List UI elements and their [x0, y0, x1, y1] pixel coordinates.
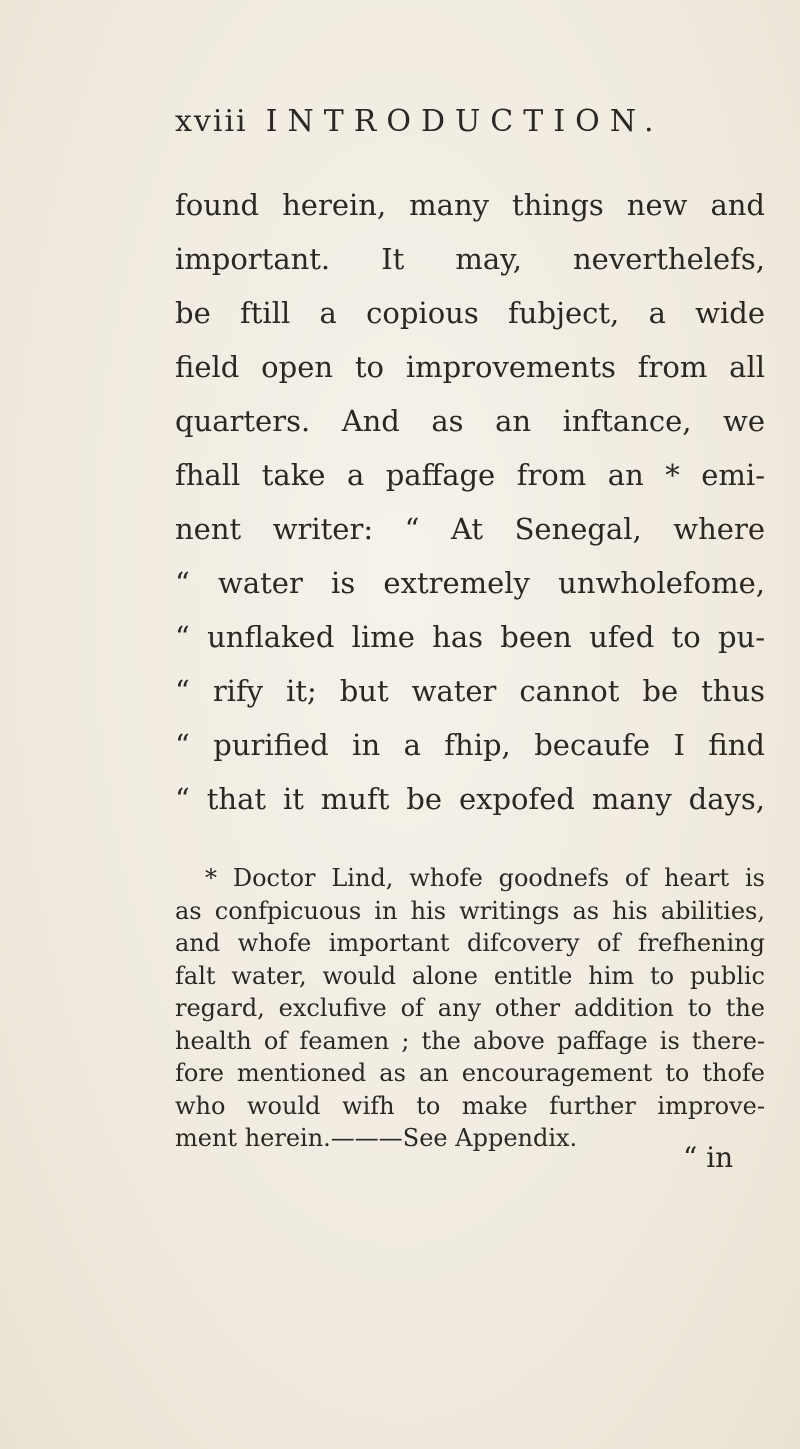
text-line: “ purified in a fhip, becaufe I find [175, 728, 765, 762]
footnote [175, 862, 765, 1155]
running-head [175, 100, 775, 144]
footnote-line: falt water, would alone entitle him to public [175, 961, 765, 990]
footnote-line: who would wifh to make further improve- [175, 1091, 765, 1120]
text-line: “ unflaked lime has been ufed to pu- [175, 620, 765, 654]
catchword: “ in [683, 1141, 734, 1174]
footnote-line: health of feamen ; the above paffage is there- [175, 1026, 765, 1055]
footnote-line: and whofe important difcovery of frefhening [175, 929, 765, 957]
text-line: nent writer: “ At Senegal, where [175, 512, 765, 546]
text-line: field open to improvements from all [175, 350, 765, 384]
footnote-line: regard, exclufive of any other addition to the [175, 994, 765, 1022]
page-number: xviii [175, 104, 248, 139]
text-line: “ water is extremely unwholefome, [175, 566, 765, 600]
footnote-line: * Doctor Lind, whofe goodnefs of heart is [205, 864, 765, 892]
text-line: “ that it muft be expofed many days, [175, 782, 765, 816]
footnote-line: ment herein.———See Appendix. [175, 1124, 578, 1152]
footnote-line: as confpicuous in his writings as his abilities, [175, 896, 765, 925]
main-text [175, 178, 765, 826]
running-title: INTRODUCTION. [265, 104, 664, 139]
footnote-line: fore mentioned as an encouragement to thofe [175, 1059, 765, 1087]
text-line: quarters. And as an inftance, we [175, 404, 765, 438]
text-line: important. It may, neverthelefs, [175, 242, 765, 276]
text-line: be ftill a copious fubject, a wide [175, 296, 765, 330]
text-line: “ rify it; but water cannot be thus [175, 674, 765, 708]
text-line: found herein, many things new and [175, 188, 765, 222]
text-line: fhall take a paffage from an * emi- [175, 458, 765, 492]
